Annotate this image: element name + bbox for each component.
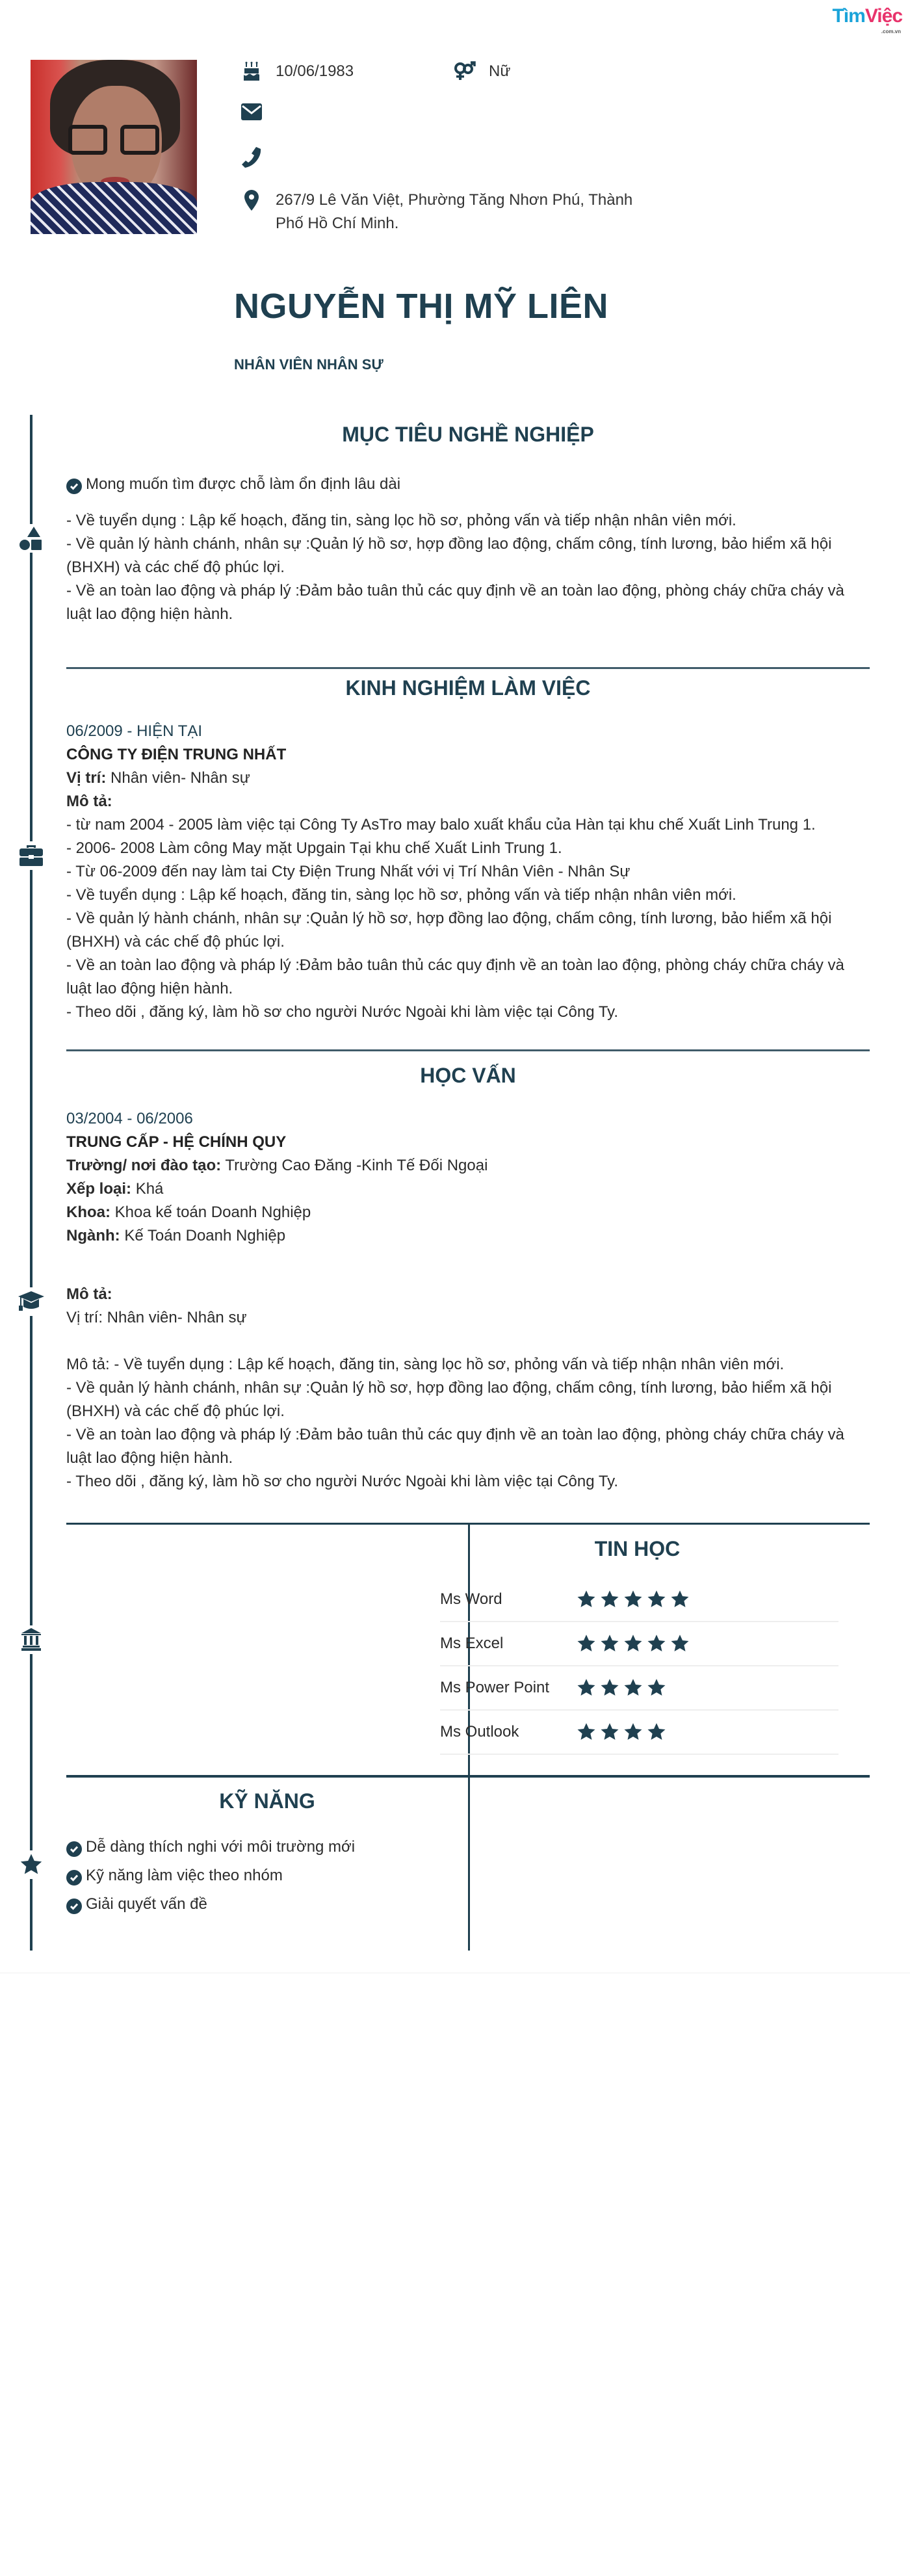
- star-icon: [600, 1634, 619, 1653]
- address-row: [240, 189, 632, 235]
- star-icon: [623, 1678, 643, 1698]
- experience-position: Vị trí: Nhân viên- Nhân sự: [66, 769, 250, 787]
- star-icon: [600, 1590, 619, 1609]
- it-skill-label: Ms Excel: [440, 1635, 504, 1652]
- map-marker-icon: [240, 189, 263, 212]
- star-icon: [623, 1634, 643, 1653]
- email-row: [240, 100, 276, 124]
- logo-text-viec: Việc: [864, 5, 902, 27]
- objective-goal: Mong muốn tìm được chỗ làm ổn định lâu dài: [66, 473, 870, 496]
- education-degree: TRUNG CẤP - HỆ CHÍNH QUY: [66, 1133, 287, 1151]
- star-icon: [670, 1634, 690, 1653]
- experience-company: CÔNG TY ĐIỆN TRUNG NHẤT: [66, 746, 287, 763]
- check-circle-icon: [66, 479, 82, 494]
- check-circle-icon: [66, 1870, 82, 1886]
- bank-institution-icon: [17, 1625, 46, 1654]
- star-icon: [577, 1590, 596, 1609]
- profile-photo: [31, 60, 197, 234]
- education-major: Ngành: Kế Toán Doanh Nghiệp: [66, 1227, 286, 1244]
- education-faculty: Khoa: Khoa kế toán Doanh Nghiệp: [66, 1203, 311, 1221]
- education-desc: Mô tả: - Về tuyển dụng : Lập kế hoạch, đăng tin, sàng lọc hồ sơ, phỏng vấn và tiếp nhận nhân viên mới. - Về quản lý hành chánh, nhân sự :Quản lý hồ sơ, hợp đồng lao động, chấm công, tính lương, bảo hiểm xã hội (BHXH) và các chế độ phúc lợi. - Về an toàn lao động và pháp lý :Đảm bảo tuân thủ các quy định về an toàn lao động, phòng cháy chữa cháy và luật lao động hiện hành. - Theo dõi , đăng ký, làm hồ sơ cho người Nước Ngoài khi làm việc tại Công Ty.: [66, 1356, 844, 1490]
- gender-row: [454, 60, 510, 83]
- experience-desc-label: Mô tả:: [66, 793, 112, 810]
- birthday-cake-icon: [240, 60, 263, 83]
- it-skill-label: Ms Word: [440, 1590, 502, 1608]
- star-icon: [577, 1722, 596, 1742]
- birthday-value: 10/06/1983: [276, 62, 354, 80]
- education-desc-position: Vị trí: Nhân viên- Nhân sự: [66, 1309, 247, 1326]
- education-desc-label: Mô tả:: [66, 1285, 112, 1303]
- objective-details: - Về tuyển dụng : Lập kế hoạch, đăng tin, sàng lọc hồ sơ, phỏng vấn và tiếp nhận nhân viên mới. - Về quản lý hành chánh, nhân sự :Quản lý hồ sơ, hợp đồng lao động, chấm công, tính lương, bảo hiểm xã hội (BHXH) và các chế độ phúc lợi. - Về an toàn lao động và pháp lý :Đảm bảo tuân thủ các quy định về an toàn lao động, phòng cháy chữa cháy và luật lao động hiện hành.: [66, 512, 844, 623]
- check-circle-icon: [66, 1899, 82, 1914]
- briefcase-icon: [17, 841, 46, 870]
- skills-title: KỸ NĂNG: [219, 1789, 315, 1813]
- section-it-skills: [437, 1523, 870, 1755]
- gender-icon: [454, 60, 476, 83]
- gender-value: Nữ: [489, 62, 511, 80]
- it-skill-row: [440, 1711, 838, 1755]
- address-value: 267/9 Lê Văn Việt, Phường Tăng Nhơn Phú, Thành Phố Hồ Chí Minh.: [276, 191, 633, 232]
- education-item: [66, 1107, 870, 1493]
- star-icon: [623, 1590, 643, 1609]
- divider: [66, 1049, 870, 1051]
- candidate-name: NGUYỄN THỊ MỸ LIÊN: [234, 287, 609, 326]
- experience-title: KINH NGHIỆM LÀM VIỆC: [345, 676, 591, 700]
- education-title: HỌC VẤN: [420, 1064, 516, 1087]
- divider: [66, 667, 870, 669]
- shapes-icon: [17, 524, 46, 553]
- it-skills-title: TIN HỌC: [594, 1537, 681, 1560]
- star-icon: [623, 1722, 643, 1742]
- rating-stars: [577, 1722, 666, 1742]
- rating-stars: [577, 1634, 690, 1653]
- education-period: 03/2004 - 06/2006: [66, 1110, 193, 1127]
- it-skill-row: [440, 1622, 838, 1666]
- education-rank: Xếp loại: Khá: [66, 1180, 164, 1198]
- skill-item: Giải quyết vấn đề: [66, 1890, 468, 1919]
- it-skill-label: Ms Power Point: [440, 1679, 550, 1696]
- experience-desc: - từ nam 2004 - 2005 làm việc tại Công Ty AsTro may balo xuất khẩu của Hàn tại khu chế Xuất Linh Trung 1. - 2006- 2008 Làm công May mặt Upgain Tại khu chế Xuất Linh Trung 1. - Từ 06-2009 đến nay làm tai Cty Điện Trung Nhất với vị Trí Nhân Viên - Nhân Sự - Về tuyển dụng : Lập kế hoạch, đăng tin, sàng lọc hồ sơ, phỏng vấn và tiếp nhận nhân viên mới. - Về quản lý hành chánh, nhân sự :Quản lý hồ sơ, hợp đồng lao động, chấm công, tính lương, bảo hiểm xã hội (BHXH) và các chế độ phúc lợi. - Về an toàn lao động và pháp lý :Đảm bảo tuân thủ các quy định về an toàn lao động, phòng cháy chữa cháy và luật lao động hiện hành. - Theo dõi , đăng ký, làm hồ sơ cho người Nước Ngoài khi làm việc tại Công Ty.: [66, 816, 844, 1021]
- logo-text-tim: Tìm: [832, 5, 865, 27]
- star-icon: [647, 1634, 666, 1653]
- star-icon: [600, 1678, 619, 1698]
- phone-row: [240, 146, 276, 169]
- timeline-line: [30, 415, 32, 1951]
- star-icon: [600, 1722, 619, 1742]
- star-icon: [577, 1678, 596, 1698]
- star-icon: [577, 1634, 596, 1653]
- graduation-cap-icon: [17, 1287, 46, 1316]
- timviec-logo[interactable]: [832, 5, 902, 34]
- star-icon: [670, 1590, 690, 1609]
- logo-subtext: .com.vn: [881, 29, 901, 34]
- star-icon: [647, 1590, 666, 1609]
- phone-icon: [240, 146, 263, 169]
- skills-list: [66, 1833, 468, 1919]
- star-timeline-icon: [17, 1850, 46, 1879]
- birthday-row: [240, 60, 354, 83]
- rating-stars: [577, 1590, 690, 1609]
- star-icon: [647, 1722, 666, 1742]
- skill-item: Dễ dàng thích nghi với môi trường mới: [66, 1833, 468, 1861]
- skill-item: Kỹ năng làm việc theo nhóm: [66, 1861, 468, 1890]
- section-objective: [66, 423, 870, 626]
- section-skills: [66, 1775, 468, 1919]
- it-skill-row: [440, 1666, 838, 1711]
- section-experience: [66, 676, 870, 1024]
- check-circle-icon: [66, 1841, 82, 1857]
- rating-stars: [577, 1678, 666, 1698]
- star-icon: [647, 1678, 666, 1698]
- candidate-job-title: NHÂN VIÊN NHÂN SỰ: [234, 356, 384, 373]
- section-education: [66, 1064, 870, 1493]
- objective-title: MỤC TIÊU NGHỀ NGHIỆP: [342, 423, 594, 446]
- experience-period: 06/2009 - HIỆN TẠI: [66, 722, 202, 740]
- it-skill-row: [440, 1578, 838, 1622]
- it-skills-list: [440, 1578, 838, 1755]
- education-school: Trường/ nơi đào tạo: Trường Cao Đăng -Kinh Tế Đối Ngoại: [66, 1157, 488, 1174]
- it-skill-label: Ms Outlook: [440, 1723, 519, 1741]
- envelope-icon: [240, 100, 263, 124]
- experience-item: [66, 720, 870, 1024]
